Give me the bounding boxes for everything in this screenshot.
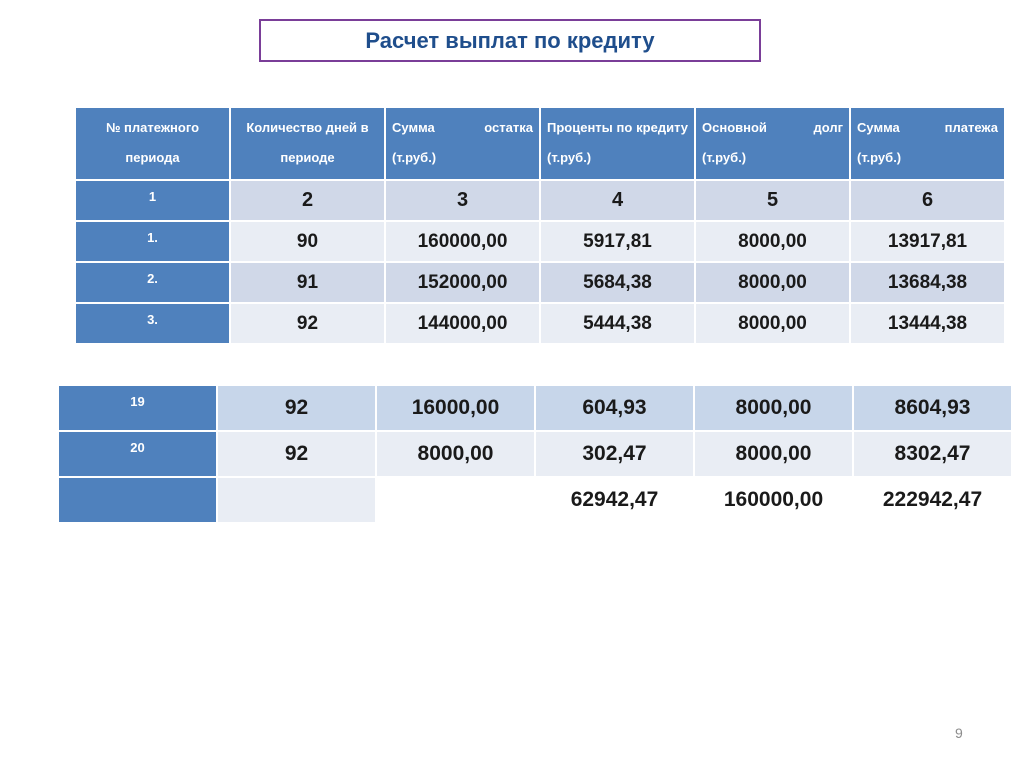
days-cell: 92 — [231, 304, 384, 343]
days-cell: 92 — [218, 432, 375, 476]
header-days: Количество дней в периоде — [231, 108, 384, 179]
numbering-cell: 3 — [386, 181, 539, 220]
period-cell: 1. — [76, 222, 229, 261]
payment-cell: 13684,38 — [851, 263, 1004, 302]
numbering-cell: 5 — [696, 181, 849, 220]
principal-cell: 8000,00 — [696, 304, 849, 343]
numbering-cell: 1 — [76, 181, 229, 220]
days-cell: 90 — [231, 222, 384, 261]
table-header-row — [76, 108, 1004, 179]
table-row — [76, 263, 1004, 302]
totals-blank-cell — [218, 478, 375, 522]
totals-label-cell — [59, 478, 216, 522]
payment-table-top — [74, 106, 1006, 345]
interest-cell: 5444,38 — [541, 304, 694, 343]
interest-cell: 604,93 — [536, 386, 693, 430]
page-number: 9 — [955, 725, 963, 741]
interest-cell: 5917,81 — [541, 222, 694, 261]
period-cell: 3. — [76, 304, 229, 343]
period-cell: 20 — [59, 432, 216, 476]
numbering-cell: 4 — [541, 181, 694, 220]
table-row — [76, 222, 1004, 261]
header-principal: Основной долг (т.руб.) — [696, 108, 849, 179]
days-cell: 92 — [218, 386, 375, 430]
numbering-row — [76, 181, 1004, 220]
payment-cell: 8302,47 — [854, 432, 1011, 476]
principal-cell: 8000,00 — [695, 432, 852, 476]
payment-cell: 13917,81 — [851, 222, 1004, 261]
principal-cell: 8000,00 — [695, 386, 852, 430]
totals-blank-cell — [377, 478, 534, 522]
period-cell: 19 — [59, 386, 216, 430]
payment-table-bottom — [57, 384, 1013, 524]
balance-cell: 160000,00 — [386, 222, 539, 261]
balance-cell: 144000,00 — [386, 304, 539, 343]
header-period: № платежного периода — [76, 108, 229, 179]
total-payment-cell: 222942,47 — [854, 478, 1011, 522]
totals-row — [59, 478, 1011, 522]
period-cell: 2. — [76, 263, 229, 302]
table-row — [59, 432, 1011, 476]
interest-cell: 302,47 — [536, 432, 693, 476]
interest-cell: 5684,38 — [541, 263, 694, 302]
total-principal-cell: 160000,00 — [695, 478, 852, 522]
principal-cell: 8000,00 — [696, 263, 849, 302]
header-interest: Проценты по кредиту (т.руб.) — [541, 108, 694, 179]
balance-cell: 8000,00 — [377, 432, 534, 476]
table-row — [59, 386, 1011, 430]
header-balance: Сумма остатка (т.руб.) — [386, 108, 539, 179]
numbering-cell: 6 — [851, 181, 1004, 220]
days-cell: 91 — [231, 263, 384, 302]
numbering-cell: 2 — [231, 181, 384, 220]
payment-cell: 8604,93 — [854, 386, 1011, 430]
balance-cell: 16000,00 — [377, 386, 534, 430]
principal-cell: 8000,00 — [696, 222, 849, 261]
header-payment: Сумма платежа (т.руб.) — [851, 108, 1004, 179]
balance-cell: 152000,00 — [386, 263, 539, 302]
total-interest-cell: 62942,47 — [536, 478, 693, 522]
payment-cell: 13444,38 — [851, 304, 1004, 343]
table-row — [76, 304, 1004, 343]
slide-title: Расчет выплат по кредиту — [259, 19, 761, 62]
